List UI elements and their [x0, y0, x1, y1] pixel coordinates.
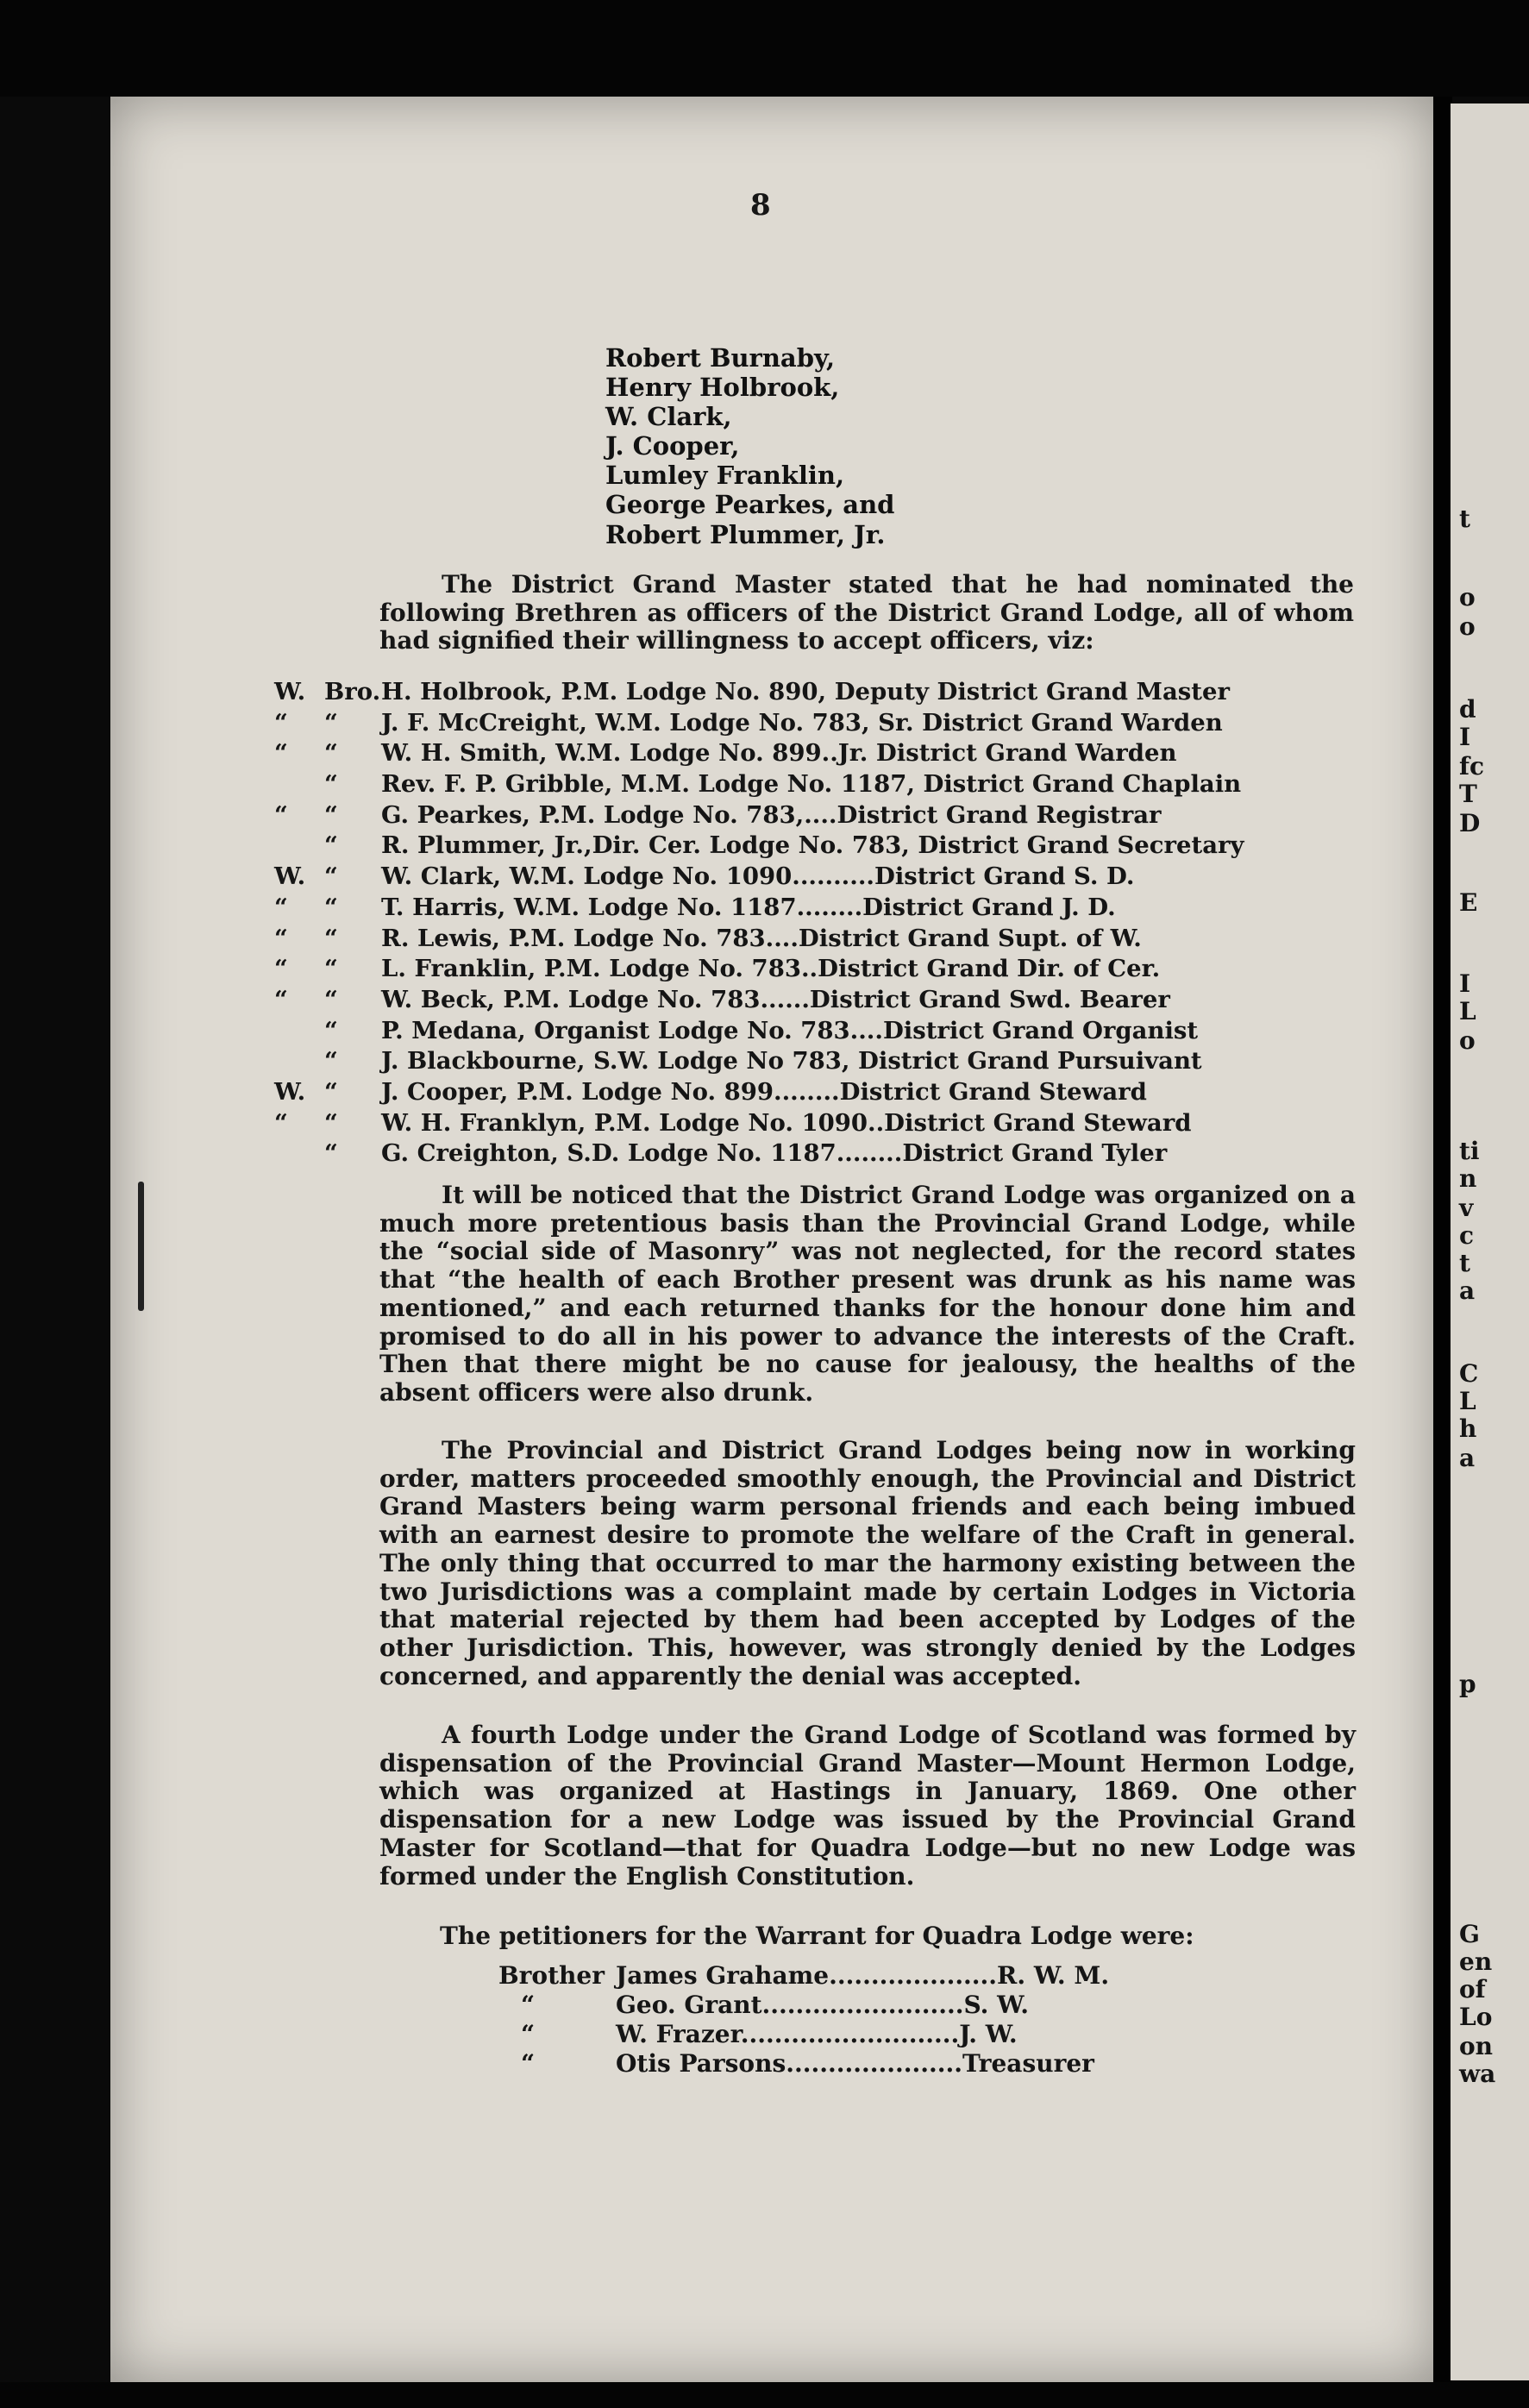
page-number: 8 [750, 188, 771, 223]
facing-page-fragment-text: C [1459, 1359, 1479, 1388]
facing-page-fragment-text: L [1459, 1387, 1476, 1415]
officer-title: “ [324, 1016, 338, 1044]
facing-page-fragment-text: n [1459, 1164, 1477, 1193]
officer-prefix: “ [274, 955, 288, 983]
committee-name: Robert Burnaby, [605, 343, 836, 373]
officer-entry: G. Pearkes, P.M. Lodge No. 783,....District Grand Registrar [381, 800, 1162, 829]
paragraph-text: The Provincial and District Grand Lodges being now in working order, matters proceeded smoothly enough, the Provincial and District Grand Masters being warm personal friends and each being imbued with an earnest desire to promote the welfare of the Craft in general. The only thing that occurred to mar the harmony existing between the two Jurisdictions was a complaint made by certain Lodges in Victoria that material rejected by them had been accepted by Lodges of the other Jurisdiction. This, however, was strongly denied by the Lodges concerned, and apparently the denial was accepted. [379, 1436, 1356, 1690]
facing-page-fragment-text: D [1459, 809, 1481, 837]
petitioner-prefix: “ [521, 2020, 536, 2048]
officer-row [274, 862, 1357, 894]
officer-entry: L. Franklin, P.M. Lodge No. 783..District Grand Dir. of Cer. [381, 955, 1161, 983]
officer-title: “ [324, 1139, 338, 1168]
officer-prefix: “ [274, 985, 288, 1013]
officer-row [274, 678, 1357, 709]
facing-page-fragment-text: of [1459, 1975, 1486, 2004]
committee-name: George Pearkes, and [605, 490, 895, 519]
officer-row [274, 955, 1357, 986]
officer-row [274, 831, 1357, 862]
officer-title: “ [324, 862, 338, 891]
officer-prefix: W. [274, 1077, 306, 1106]
facing-page-fragment-text: Lo [1459, 2003, 1493, 2031]
facing-page-fragment-text: L [1459, 997, 1476, 1025]
facing-page-fragment-text: I [1459, 723, 1471, 751]
officer-title: “ [324, 893, 338, 921]
officer-title: “ [324, 770, 338, 799]
paragraph-text: A fourth Lodge under the Grand Lodge of Scotland was formed by dispensation of the Provincial Grand Master—Mount Hermon Lodge, which was organized at Hastings in January, 1869. One other dispensation for a new Lodge was issued by the Provincial Grand Master for Scotland—that for Quadra Lodge—but no new Lodge was formed under the English Constitution. [379, 1721, 1356, 1891]
officer-title: “ [324, 739, 338, 768]
officer-entry: W. Clark, W.M. Lodge No. 1090..........District Grand S. D. [381, 862, 1135, 891]
officer-row [274, 1047, 1357, 1078]
officer-title: “ [324, 831, 338, 860]
officer-row [274, 1017, 1357, 1048]
officer-entry: W. Beck, P.M. Lodge No. 783......District Grand Swd. Bearer [381, 985, 1170, 1013]
paragraph-text: It will be noticed that the District Grand Lodge was organized on a much more pretentious basis than the Provincial Grand Lodge, while the “social side of Masonry” was not neglected, for the record states that “the health of each Brother present was drunk as his name was mentioned,” and each returned thanks for the honour done him and promised to do all in his power to advance the interests of the Craft. Then that there might be no cause for jealousy, the healths of the absent officers were also drunk. [379, 1181, 1356, 1407]
officer-entry: W. H. Franklyn, P.M. Lodge No. 1090..District Grand Steward [381, 1108, 1192, 1137]
officer-row [274, 925, 1357, 956]
officer-row [274, 1109, 1357, 1140]
officers-list [274, 678, 1357, 1170]
officer-title: “ [324, 1108, 338, 1137]
officer-title: “ [324, 985, 338, 1013]
petitioner-prefix: Brother [498, 1961, 605, 1990]
officer-row [274, 739, 1357, 770]
paragraph-text: The District Grand Master stated that he had nominated the following Brethren as officers of the District Grand Lodge, all of whom had signified their willingness to accept officers, viz: [379, 570, 1354, 655]
officer-title: “ [324, 800, 338, 829]
facing-page-fragment-text: a [1459, 1276, 1476, 1305]
officer-title: “ [324, 1047, 338, 1075]
facing-page-fragment [1451, 103, 1529, 2380]
officer-prefix: W. [274, 678, 306, 705]
facing-page-fragment-text: ti [1459, 1137, 1480, 1165]
petitioner-entry: Geo. Grant........................S. W. [616, 1991, 1030, 2019]
officer-entry: W. H. Smith, W.M. Lodge No. 899..Jr. District Grand Warden [381, 739, 1177, 768]
officer-row [274, 801, 1357, 832]
officer-row [274, 894, 1357, 925]
facing-page-fragment-text: d [1459, 695, 1476, 724]
officer-entry: Rev. F. P. Gribble, M.M. Lodge No. 1187, District Grand Chaplain [381, 770, 1242, 799]
facing-page-fragment-text: o [1459, 583, 1476, 611]
paragraph-organization [379, 1182, 1356, 1408]
facing-page-fragment-text: T [1459, 780, 1477, 808]
officer-title: “ [324, 1077, 338, 1106]
facing-page-fragment-text: t [1459, 1249, 1470, 1277]
officer-entry: J. Cooper, P.M. Lodge No. 899........District Grand Steward [381, 1077, 1147, 1106]
officer-entry: R. Plummer, Jr.,Dir. Cer. Lodge No. 783, District Grand Secretary [381, 831, 1244, 860]
officer-entry: G. Creighton, S.D. Lodge No. 1187........District Grand Tyler [381, 1139, 1168, 1168]
officer-prefix: “ [274, 893, 288, 921]
scan-border-bottom [0, 2382, 1529, 2408]
facing-page-fragment-text: h [1459, 1414, 1477, 1443]
officer-title: “ [324, 955, 338, 983]
petitioner-prefix: “ [521, 2049, 536, 2078]
scan-border-top [0, 0, 1529, 97]
officer-prefix: W. [274, 862, 306, 891]
officer-row [274, 709, 1357, 740]
paragraph-officers-intro [379, 571, 1354, 655]
paragraph-fourth-lodge [379, 1721, 1356, 1891]
petitioner-entry: W. Frazer..........................J. W. [616, 2020, 1018, 2048]
officer-title: “ [324, 924, 338, 952]
petitioner-entry: James Grahame....................R. W. M. [616, 1961, 1110, 1990]
petitioner-prefix: “ [521, 1991, 536, 2019]
officer-entry: P. Medana, Organist Lodge No. 783....District Grand Organist [381, 1016, 1199, 1044]
committee-name: Henry Holbrook, [605, 373, 840, 402]
committee-name: Robert Plummer, Jr. [605, 520, 886, 549]
facing-page-fragment-text: v [1459, 1194, 1474, 1222]
officer-row [274, 770, 1357, 801]
paragraph-petitioners-intro: The petitioners for the Warrant for Quadra Lodge were: [440, 1922, 1194, 1950]
officer-entry: T. Harris, W.M. Lodge No. 1187........District Grand J. D. [381, 893, 1116, 921]
officer-entry: H. Holbrook, P.M. Lodge No. 890, Deputy District Grand Master [381, 678, 1230, 705]
officer-prefix: “ [274, 739, 288, 768]
committee-name: W. Clark, [605, 402, 732, 431]
facing-page-fragment-text: fc [1459, 752, 1485, 781]
facing-page-fragment-text: p [1459, 1670, 1476, 1698]
facing-page-fragment-text: t [1459, 505, 1470, 533]
officer-entry: J. Blackbourne, S.W. Lodge No 783, District Grand Pursuivant [381, 1047, 1202, 1075]
facing-page-fragment-text: o [1459, 1026, 1476, 1055]
margin-mark [138, 1182, 144, 1311]
officer-row [274, 986, 1357, 1017]
facing-page-fragment-text: on [1459, 2032, 1494, 2060]
petitioner-entry: Otis Parsons.....................Treasurer [616, 2049, 1094, 2078]
facing-page-fragment-text: E [1459, 888, 1478, 917]
officer-prefix: “ [274, 708, 288, 737]
facing-page-fragment-text: G [1459, 1920, 1480, 1948]
facing-page-fragment-text: c [1459, 1221, 1475, 1250]
facing-page-fragment-text: o [1459, 612, 1476, 641]
officer-entry: R. Lewis, P.M. Lodge No. 783....District Grand Supt. of W. [381, 924, 1142, 952]
facing-page-fragment-text: a [1459, 1444, 1476, 1472]
officer-prefix: “ [274, 924, 288, 952]
paragraph-harmony [379, 1437, 1356, 1690]
officer-entry: J. F. McCreight, W.M. Lodge No. 783, Sr. District Grand Warden [381, 708, 1223, 737]
facing-page-fragment-text: wa [1459, 2060, 1496, 2088]
officer-prefix: “ [274, 800, 288, 829]
facing-page-fragment-text: en [1459, 1947, 1493, 1976]
committee-name: Lumley Franklin, [605, 461, 845, 490]
officer-row [274, 1139, 1357, 1170]
officer-prefix: “ [274, 1108, 288, 1137]
page-gutter-divider [1433, 97, 1452, 2408]
committee-name: J. Cooper, [605, 431, 740, 461]
officer-title: Bro. [324, 678, 381, 705]
officer-title: “ [324, 708, 338, 737]
facing-page-fragment-text: I [1459, 969, 1471, 998]
officer-row [274, 1078, 1357, 1109]
